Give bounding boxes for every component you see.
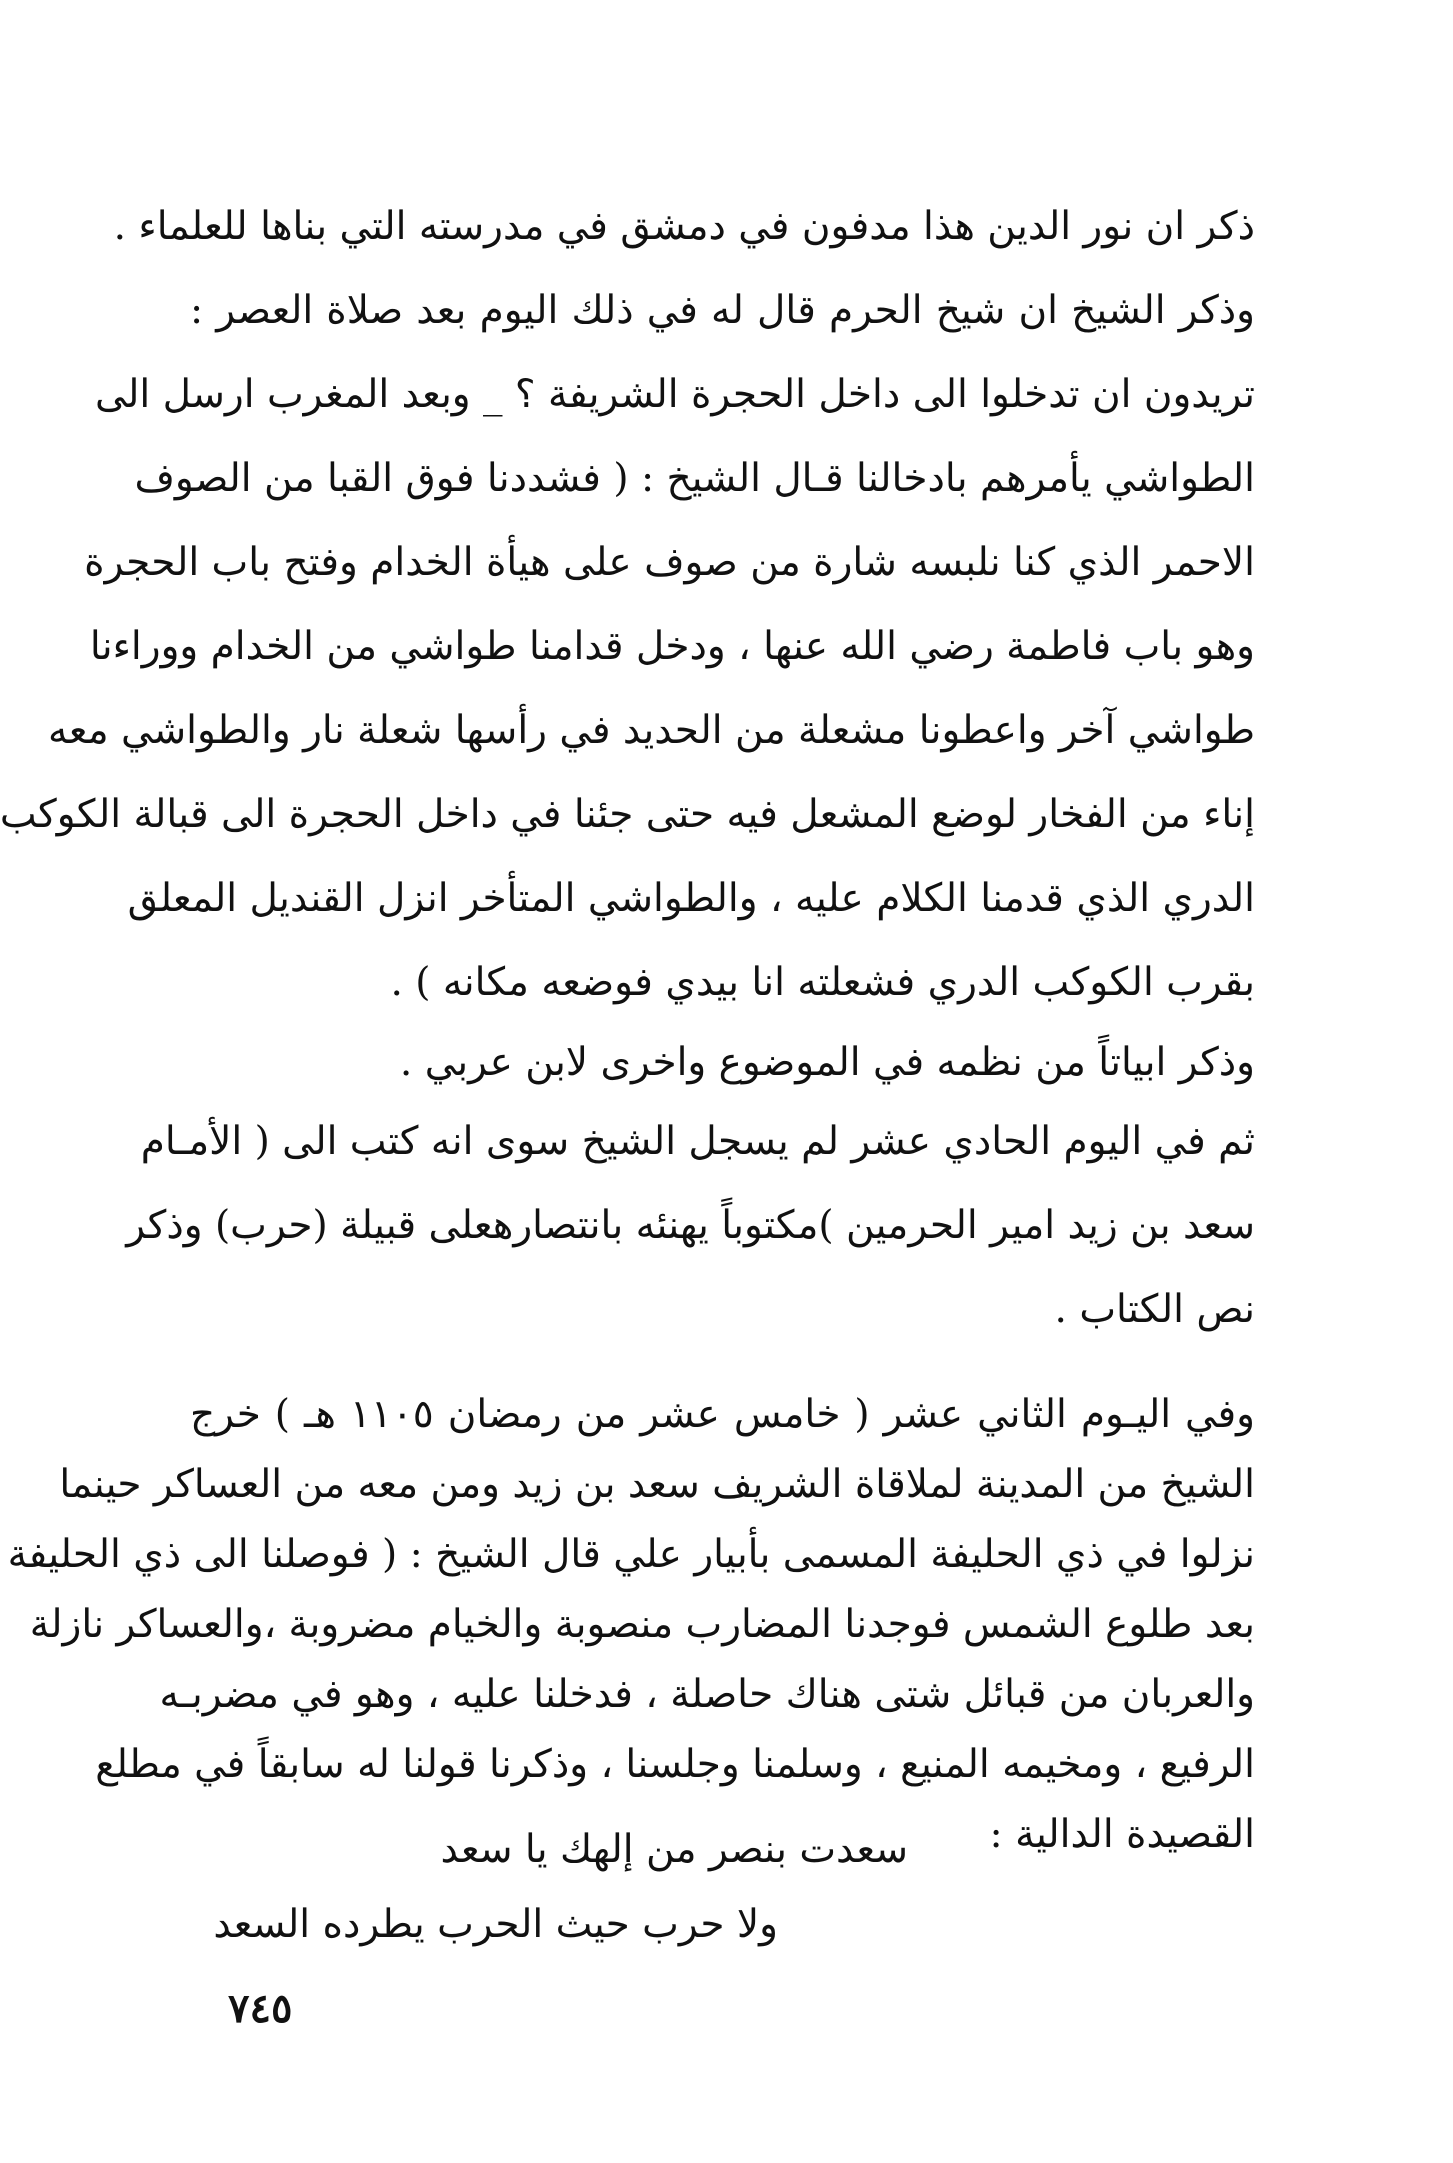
paragraph-3: [126, 1100, 1255, 1352]
text-line: وذكر الشيخ ان شيخ الحرم قال له في ذلك اليوم بعد صلاة العصر :: [190, 288, 1255, 333]
text-line: نص الكتاب .: [1054, 1287, 1255, 1332]
text-line: بعد طلوع الشمس فوجدنا المضارب منصوبة والخيام مضروبة ،والعساكر نازلة: [29, 1602, 1255, 1647]
verse-first-hemistich: سعدت بنصر من إلهك يا سعد: [440, 1827, 908, 1872]
text-line: القصيدة الدالية :: [989, 1812, 1255, 1857]
text-line: إناء من الفخار لوضع المشعل فيه حتى جئنا في داخل الحجرة الى قبالة الكوكب: [0, 792, 1255, 837]
text-line: تريدون ان تدخلوا الى داخل الحجرة الشريفة ؟ _ وبعد المغرب ارسل الى: [95, 372, 1255, 417]
text-line: وفي اليـوم الثاني عشر ( خامس عشر من رمضان ١١٠٥ هـ ) خرج: [190, 1392, 1255, 1437]
verse-second-hemistich: ولا حرب حيث الحرب يطرده السعد: [213, 1902, 778, 1947]
text-line: الطواشي يأمرهم بادخالنا قـال الشيخ : ( فشددنا فوق القبا من الصوف: [134, 456, 1255, 501]
text-line: سعد بن زيد امير الحرمين )مكتوباً يهنئه بانتصارهعلى قبيلة (حرب) وذكر: [126, 1203, 1255, 1248]
text-line: ذكر ان نور الدين هذا مدفون في دمشق في مدرسته التي بناها للعلماء .: [113, 204, 1255, 249]
text-line: وذكر ابياتاً من نظمه في الموضوع واخرى لابن عربي .: [399, 1040, 1255, 1085]
text-line: نزلوا في ذي الحليفة المسمى بأبيار علي قال الشيخ : ( فوصلنا الى ذي الحليفة: [7, 1532, 1255, 1577]
paragraph-2: [190, 1021, 1255, 1105]
paragraph-4: [7, 1380, 1255, 1870]
paragraph-1-end: [190, 941, 1255, 1025]
text-line: الشيخ من المدينة لملاقاة الشريف سعد بن زيد ومن معه من العساكر حينما: [59, 1462, 1255, 1507]
text-line: الدري الذي قدمنا الكلام عليه ، والطواشي المتأخر انزل القنديل المعلق: [127, 876, 1255, 921]
text-line: طواشي آخر واعطونا مشعلة من الحديد في رأسها شعلة نار والطواشي معه: [47, 708, 1255, 753]
page-number: ٧٤٥: [228, 1985, 293, 2032]
text-line: ثم في اليوم الحادي عشر لم يسجل الشيخ سوى انه كتب الى ( الأمـام: [140, 1119, 1255, 1164]
paragraph-1: [0, 185, 1255, 941]
text-line: وهو باب فاطمة رضي الله عنها ، ودخل قدامنا طواشي من الخدام ووراءنا: [89, 624, 1255, 669]
text-line: الرفيع ، ومخيمه المنيع ، وسلمنا وجلسنا ، وذكرنا قولنا له سابقاً في مطلع: [95, 1742, 1255, 1787]
text-line: والعربان من قبائل شتى هناك حاصلة ، فدخلنا عليه ، وهو في مضربـه: [159, 1672, 1255, 1717]
text-line: الاحمر الذي كنا نلبسه شارة من صوف على هيأة الخدام وفتح باب الحجرة: [84, 540, 1255, 585]
text-line: بقرب الكوكب الدري فشعلته انا بيدي فوضعه مكانه ) .: [390, 960, 1255, 1005]
